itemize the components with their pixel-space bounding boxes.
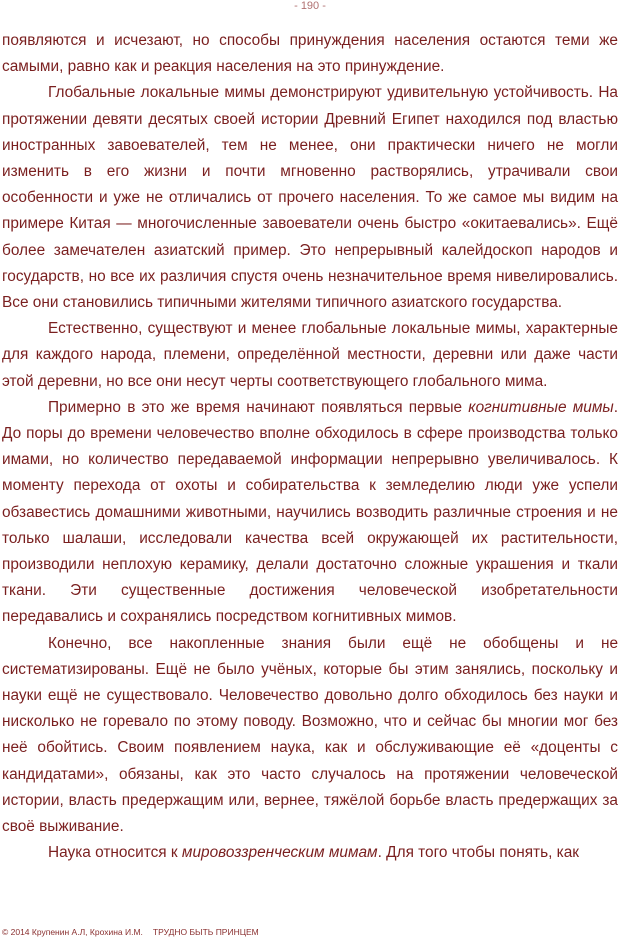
- footer-book-title: ТРУДНО БЫТЬ ПРИНЦЕМ: [152, 927, 259, 937]
- paragraph: [2, 395, 618, 631]
- paragraph-text: Примерно в это же время начинают появляться первые: [48, 398, 469, 416]
- italic-term: когнитивные мимы: [468, 398, 614, 416]
- paragraph-text: появляются и исчезают, но способы принуждения населения остаются теми же самыми, равно как и реакция населения на это принуждение.: [2, 32, 618, 76]
- italic-term: мировоззренческим мимам: [181, 844, 378, 862]
- footer-copyright: © 2014 Крупенин А.Л, Крохина И.М.: [2, 927, 143, 937]
- paragraph-text: Наука относится к: [48, 844, 182, 862]
- paragraph-text: Естественно, существуют и менее глобальные локальные мимы, характерные для каждого народа, племени, определённой местности, деревни или даже части этой деревни, но все они несут черты соответствующего глобального мима.: [2, 320, 618, 390]
- paragraph-text: . До поры до времени человечество вполне обходилось в сфере производства только имами, но количество передаваемой информации непрерывно увеличивалось. К моменту перехода от охоты и собирательства к земледелию люди уже успели обзавестись домашними животными, научились возводить различные строения и не только шалаши, исследовали качества всей окружающей их растительности, производили неплохую керамику, делали достаточно сложные украшения и ткали ткани. Эти существенные достижения человеческой изобретательности передавались и сохранялись посредством когнитивных мимов.: [2, 398, 618, 626]
- page-number: - 190 -: [294, 0, 326, 12]
- paragraph: [2, 840, 618, 866]
- paragraph: [2, 80, 618, 316]
- paragraph: [2, 631, 618, 841]
- paragraph-text: Конечно, все накопленные знания были ещё не обобщены и не систематизированы. Ещё не было учёных, которые бы этим занялись, поскольку и науки ещё не существовало. Человечество довольно долго обходилось без науки и нисколько не горевало по этому поводу. Возможно, что и сейчас бы многии мог без неё обойтись. Своим появлением наука, как и обслуживающие её «доценты с кандидатами», обязаны, как это часто случалось на протяжении человеческой истории, власть предержащим или, вернее, тяжёлой борьбе власть предержащих за своё выживание.: [2, 634, 618, 836]
- paragraph: [2, 28, 618, 80]
- paragraph-text: Глобальные локальные мимы демонстрируют удивительную устойчивость. На протяжении девяти десятых своей истории Древний Египет находился под властью иностранных завоевателей, тем не менее, они практически ничего не могли изменить в его жизни и почти мгновенно растворялись, утрачивали свои особенности и уже не отличались от прочего населения. То же самое мы видим на примере Китая — многочисленные завоеватели очень быстро «окитаевались». Ещё более замечателен азиатский пример. Это непрерывный калейдоскоп народов и государств, но все их различия спустя очень незначительное время нивелировались. Все они становились типичными жителями типичного азиатского государства.: [2, 84, 618, 312]
- page-footer: [2, 927, 259, 937]
- body-text: [2, 28, 618, 867]
- paragraph-text: . Для того чтобы понять, как: [377, 844, 580, 862]
- paragraph: [2, 316, 618, 395]
